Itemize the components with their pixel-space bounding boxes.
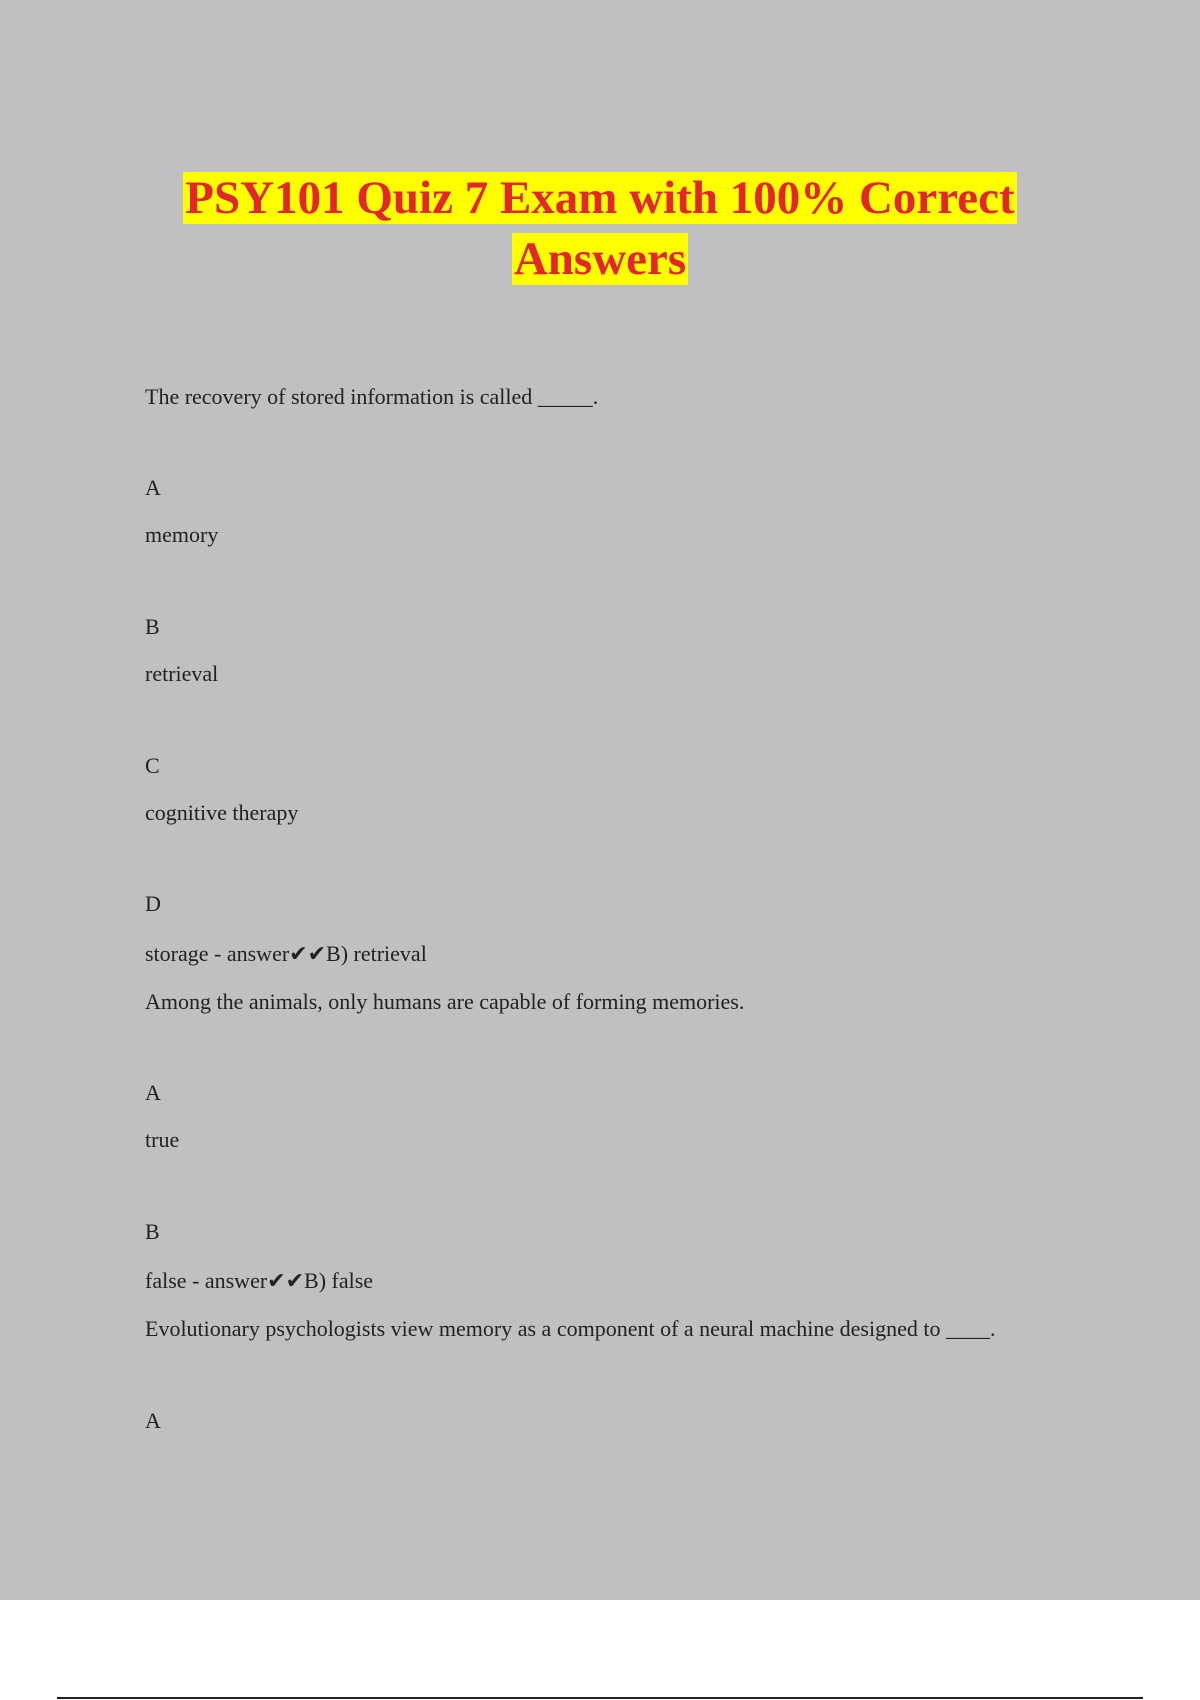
question-1-option-d-letter: D — [145, 891, 161, 916]
question-1-option-a-text: memory — [145, 522, 219, 547]
question-1-answer: storage - answer✔✔B) retrieval — [145, 941, 427, 966]
question-2-text: Among the animals, only humans are capable of forming memories. — [145, 989, 745, 1014]
question-1-option-b-text: retrieval — [145, 661, 219, 686]
question-2-answer: false - answer✔✔B) false — [145, 1268, 374, 1293]
question-1-option-c-letter: C — [145, 753, 160, 778]
question-3-option-a-letter: A — [145, 1408, 161, 1433]
question-2-option-a-letter: A — [145, 1080, 161, 1105]
footer-divider — [57, 1697, 1143, 1699]
title-line-1: PSY101 Quiz 7 Exam with 100% Correct — [185, 172, 1015, 224]
question-2-option-b-letter: B — [145, 1219, 160, 1244]
question-1-option-b-letter: B — [145, 614, 160, 639]
question-1-option-a-letter: A — [145, 475, 161, 500]
question-3-text: Evolutionary psychologists view memory as a component of a neural machine designed to ____. — [145, 1316, 996, 1341]
question-1-text: The recovery of stored information is called _____. — [145, 384, 599, 409]
title-line-2: Answers — [513, 233, 687, 285]
question-2-option-a-text: true — [145, 1127, 180, 1152]
page-title — [0, 168, 1200, 290]
question-1-option-c-text: cognitive therapy — [145, 800, 299, 825]
